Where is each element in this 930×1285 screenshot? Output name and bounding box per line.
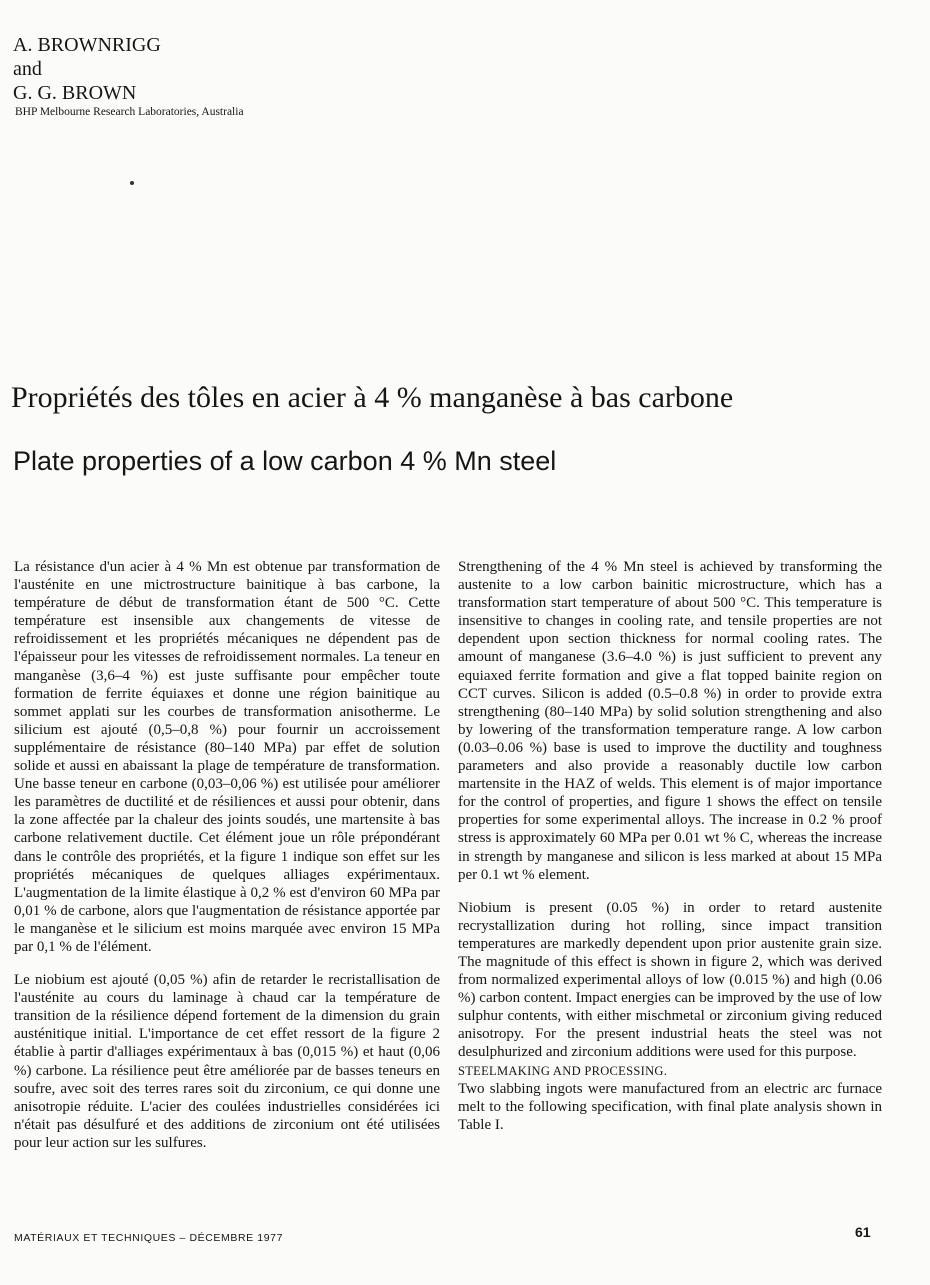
french-title: Propriétés des tôles en acier à 4 % manganèse à bas carbone: [11, 381, 734, 414]
author-name: A. BROWNRIGG: [13, 34, 161, 56]
english-paragraph: Two slabbing ingots were manufactured from an electric arc furnace melt to the following specification, with final plate analysis shown in Table I.: [458, 1080, 882, 1133]
english-paragraph: Strengthening of the 4 % Mn steel is achieved by transforming the austenite to a low carbon bainitic microstructure, which has a transformation start temperature of about 500 °C. This temperature is insensitive to changes in cooling rate, and tensile properties are not dependent upon section thickness for normal cooling rates. The amount of manganese (3.6–4.0 %) is just sufficient to prevent any equiaxed ferrite formation and give a flat topped bainite region on CCT curves. Silicon is added (0.5–0.8 %) in order to provide extra strengthening (80–140 MPa) by solid solution strengthening and also by lowering of the transformation temperature range. A low carbon (0.03–0.06 %) base is used to improve the ductility and toughness parameters and also provide a reasonably ductile low carbon martensite in the HAZ of welds. This element is of major importance for the control of properties, and figure 1 shows the effect on tensile properties for some experimental alloys. The increase in 0.2 % proof stress is approximately 60 MPa per 0.01 wt % C, whereas the increase in strength by manganese and silicon is less marked at about 15 MPa per 0.1 wt % element.: [458, 559, 882, 883]
author-conjunction: and: [13, 58, 42, 80]
french-paragraph: La résistance d'un acier à 4 % Mn est obtenue par transformation de l'austénite en une mictrostructure bainitique à bas carbone, la température de début de transformation étant de 500 °C. Cette température est insensible aux changements de vitesse de refroidissement et les propriétés mécaniques ne dépendent pas de l'épaisseur pour les vitesses de refroidissement normales. La teneur en manganèse (3,6–4 %) est juste suffisante pour empêcher toute formation de ferrite équiaxes et donne une région bainitique au sommet applati sur les courbes de transformation anisotherme. Le silicium est ajouté (0,5–0,8 %) pour fournir un accroissement supplémentaire de résistance (80–140 MPa) par effet de solution solide et aussi en abaissant la plage de température de transformation. Une basse teneur en carbone (0,03–0,06 %) est utilisée pour améliorer les paramètres de ductilité et de résiliences et aussi pour obtenir, dans la zone affectée par la chaleur des joints soudés, une martensite à bas carbone relativement ductile. Cet élément joue un rôle prépondérant dans le contrôle des propriétés, et la figure 1 indique son effet sur les propriétés mécaniques de quelques alliages expérimentaux. L'augmentation de la limite élastique à 0,2 % est d'environ 60 MPa par 0,01 % de carbone, alors que l'augmentation de résistance apportée par le manganèse et le silicium est moins marquée avec environ 15 MPa par 0,1 % de l'élément.: [14, 559, 440, 955]
stray-dot: [130, 181, 134, 185]
journal-footer: MATÉRIAUX ET TECHNIQUES – DÉCEMBRE 1977: [14, 1232, 284, 1244]
author-affiliation: BHP Melbourne Research Laboratories, Australia: [15, 106, 244, 118]
page-number: 61: [855, 1224, 871, 1240]
author-block: [13, 33, 161, 105]
english-title: Plate properties of a low carbon 4 % Mn steel: [13, 446, 557, 476]
author-name: G. G. BROWN: [13, 82, 137, 104]
french-text-column: [14, 558, 440, 1152]
english-text-column: [458, 558, 882, 1134]
english-paragraph: Niobium is present (0.05 %) in order to retard austenite recrystallization during hot rolling, since impact transition temperatures are markedly dependent upon prior austenite grain size. The magnitude of this effect is shown in figure 2, which was derived from normalized experimental alloys of low (0.015 %) and high (0.06 %) carbon content. Impact energies can be improved by the use of low sulphur contents, with either mischmetal or zirconium giving reduced anisotropy. For the present industrial heats the steel was not desulphurized and zirconium additions were used for this purpose.: [458, 899, 882, 1061]
section-heading: STEELMAKING AND PROCESSING.: [458, 1063, 668, 1078]
french-paragraph: Le niobium est ajouté (0,05 %) afin de retarder le recristallisation de l'austénite au cours du laminage à chaud car la température de transition de la résilience dépend fortement de la dimension du grain austénitique initial. L'importance de cet effet ressort de la figure 2 établie à partir d'alliages expérimentaux à bas (0,015 %) et haut (0,06 %) carbone. La résilience peut être améliorée par de basses teneurs en soufre, avec soit des terres rares soit du zirconium, ce qui donne une anisotropie réduite. L'acier des coulées industrielles considérées ici n'était pas désulfuré et des additions de zirconium ont été utilisées pour leur action sur les sulfures.: [14, 972, 440, 1151]
